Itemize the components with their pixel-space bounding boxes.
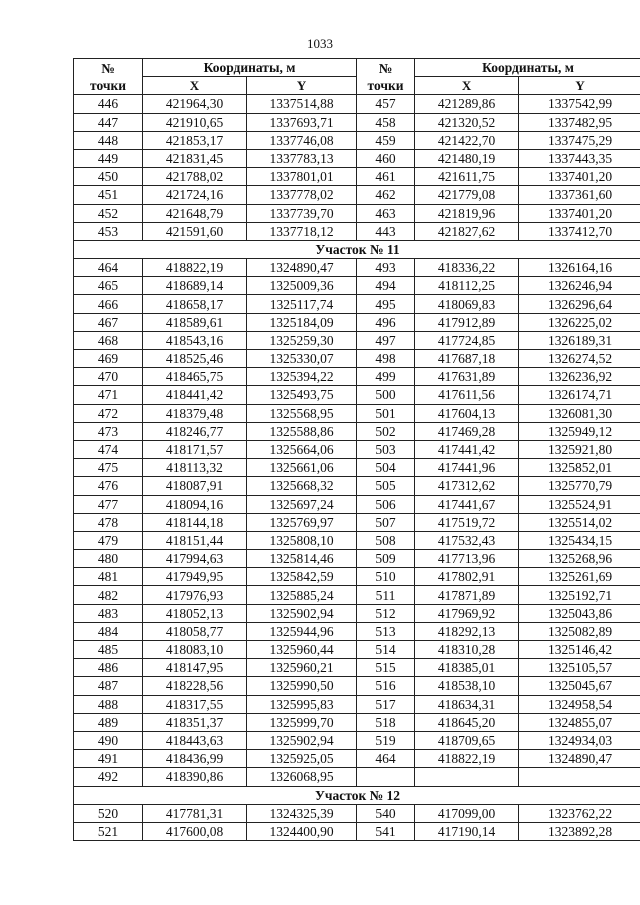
x-coordinate-cell: 418385,01 bbox=[415, 659, 519, 677]
point-number-cell: 483 bbox=[74, 604, 143, 622]
point-number-cell: 482 bbox=[74, 586, 143, 604]
y-coordinate-cell: 1325117,74 bbox=[247, 295, 357, 313]
x-coordinate-cell: 417912,89 bbox=[415, 313, 519, 331]
y-coordinate-cell: 1324958,54 bbox=[519, 695, 640, 713]
point-number-cell: 471 bbox=[74, 386, 143, 404]
point-number-cell: 453 bbox=[74, 222, 143, 240]
y-coordinate-cell: 1323892,28 bbox=[519, 822, 640, 840]
point-number-cell: 461 bbox=[357, 168, 415, 186]
x-coordinate-cell: 417441,67 bbox=[415, 495, 519, 513]
point-number-cell: 507 bbox=[357, 513, 415, 531]
x-coordinate-cell: 417469,28 bbox=[415, 422, 519, 440]
x-coordinate-cell: 421788,02 bbox=[143, 168, 247, 186]
header-y-left: Y bbox=[247, 77, 357, 95]
header-x-right: X bbox=[415, 77, 519, 95]
y-coordinate-cell: 1337739,70 bbox=[247, 204, 357, 222]
section-title: Участок № 11 bbox=[74, 240, 640, 258]
y-coordinate-cell: 1325259,30 bbox=[247, 331, 357, 349]
header-point-label: точки bbox=[367, 77, 404, 93]
y-coordinate-cell: 1323762,22 bbox=[519, 804, 640, 822]
y-coordinate-cell: 1325808,10 bbox=[247, 531, 357, 549]
point-number-cell: 488 bbox=[74, 695, 143, 713]
y-coordinate-cell: 1326189,31 bbox=[519, 331, 640, 349]
x-coordinate-cell: 421289,86 bbox=[415, 95, 519, 113]
y-coordinate-cell: 1326296,64 bbox=[519, 295, 640, 313]
x-coordinate-cell: 417713,96 bbox=[415, 550, 519, 568]
x-coordinate-cell: 418147,95 bbox=[143, 659, 247, 677]
point-number-cell: 485 bbox=[74, 641, 143, 659]
x-coordinate-cell: 421819,96 bbox=[415, 204, 519, 222]
x-coordinate-cell: 421779,08 bbox=[415, 186, 519, 204]
table-row bbox=[74, 386, 640, 404]
point-number-cell: 491 bbox=[74, 750, 143, 768]
x-coordinate-cell: 421648,79 bbox=[143, 204, 247, 222]
y-coordinate-cell: 1325814,46 bbox=[247, 550, 357, 568]
x-coordinate-cell: 418228,56 bbox=[143, 677, 247, 695]
coordinates-table bbox=[73, 58, 640, 841]
point-number-cell: 476 bbox=[74, 477, 143, 495]
x-coordinate-cell: 418083,10 bbox=[143, 641, 247, 659]
x-coordinate-cell: 417994,63 bbox=[143, 550, 247, 568]
x-coordinate-cell: 421827,62 bbox=[415, 222, 519, 240]
x-coordinate-cell: 418645,20 bbox=[415, 713, 519, 731]
x-coordinate-cell: 418689,14 bbox=[143, 277, 247, 295]
point-number-cell: 443 bbox=[357, 222, 415, 240]
y-coordinate-cell: 1325885,24 bbox=[247, 586, 357, 604]
point-number-cell: 512 bbox=[357, 604, 415, 622]
x-coordinate-cell: 418538,10 bbox=[415, 677, 519, 695]
table-row bbox=[74, 368, 640, 386]
y-coordinate-cell: 1325661,06 bbox=[247, 459, 357, 477]
point-number-cell: 452 bbox=[74, 204, 143, 222]
point-number-cell: 493 bbox=[357, 259, 415, 277]
x-coordinate-cell: 417190,14 bbox=[415, 822, 519, 840]
point-number-cell: 510 bbox=[357, 568, 415, 586]
x-coordinate-cell: 418058,77 bbox=[143, 622, 247, 640]
x-coordinate-cell: 417532,43 bbox=[415, 531, 519, 549]
y-coordinate-cell: 1325697,24 bbox=[247, 495, 357, 513]
header-no-symbol: № bbox=[378, 60, 393, 76]
point-number-cell: 520 bbox=[74, 804, 143, 822]
x-coordinate-cell: 421853,17 bbox=[143, 131, 247, 149]
header-coordinates-left: Координаты, м bbox=[143, 59, 357, 77]
point-number-cell: 466 bbox=[74, 295, 143, 313]
header-y-right: Y bbox=[519, 77, 640, 95]
x-coordinate-cell: 417312,62 bbox=[415, 477, 519, 495]
table-row bbox=[74, 622, 640, 640]
table-row bbox=[74, 149, 640, 167]
table-row bbox=[74, 713, 640, 731]
x-coordinate-cell: 421591,60 bbox=[143, 222, 247, 240]
point-number-cell: 486 bbox=[74, 659, 143, 677]
x-coordinate-cell: 418246,77 bbox=[143, 422, 247, 440]
header-point-label: точки bbox=[89, 77, 127, 93]
y-coordinate-cell: 1326225,02 bbox=[519, 313, 640, 331]
x-coordinate-cell: 418822,19 bbox=[143, 259, 247, 277]
point-number-cell: 521 bbox=[74, 822, 143, 840]
table-row bbox=[74, 804, 640, 822]
x-coordinate-cell: 417519,72 bbox=[415, 513, 519, 531]
y-coordinate-cell: 1337412,70 bbox=[519, 222, 640, 240]
x-coordinate-cell: 418658,17 bbox=[143, 295, 247, 313]
x-coordinate-cell: 418822,19 bbox=[415, 750, 519, 768]
point-number-cell: 459 bbox=[357, 131, 415, 149]
table-row bbox=[74, 350, 640, 368]
y-coordinate-cell: 1326068,95 bbox=[247, 768, 357, 786]
y-coordinate-cell: 1324325,39 bbox=[247, 804, 357, 822]
y-coordinate-cell: 1326174,71 bbox=[519, 386, 640, 404]
table-row bbox=[74, 295, 640, 313]
y-coordinate-cell: 1337542,99 bbox=[519, 95, 640, 113]
x-coordinate-cell: 417969,92 bbox=[415, 604, 519, 622]
point-number-cell: 446 bbox=[74, 95, 143, 113]
x-coordinate-cell: 417781,31 bbox=[143, 804, 247, 822]
y-coordinate-cell: 1325045,67 bbox=[519, 677, 640, 695]
x-coordinate-cell: 417441,96 bbox=[415, 459, 519, 477]
point-number-cell: 511 bbox=[357, 586, 415, 604]
y-coordinate-cell: 1325568,95 bbox=[247, 404, 357, 422]
x-coordinate-cell: 418112,25 bbox=[415, 277, 519, 295]
x-coordinate-cell: 418052,13 bbox=[143, 604, 247, 622]
y-coordinate-cell: 1325668,32 bbox=[247, 477, 357, 495]
point-number-cell: 516 bbox=[357, 677, 415, 695]
point-number-cell: 462 bbox=[357, 186, 415, 204]
y-coordinate-cell: 1337401,20 bbox=[519, 204, 640, 222]
y-coordinate-cell: 1325493,75 bbox=[247, 386, 357, 404]
x-coordinate-cell: 418069,83 bbox=[415, 295, 519, 313]
point-number-cell: 457 bbox=[357, 95, 415, 113]
point-number-cell: 487 bbox=[74, 677, 143, 695]
point-number-cell: 477 bbox=[74, 495, 143, 513]
table-row bbox=[74, 568, 640, 586]
point-number-cell: 484 bbox=[74, 622, 143, 640]
y-coordinate-cell: 1337475,29 bbox=[519, 131, 640, 149]
header-coordinates-right: Координаты, м bbox=[415, 59, 640, 77]
point-number-cell: 500 bbox=[357, 386, 415, 404]
table-row bbox=[74, 313, 640, 331]
point-number-cell: 475 bbox=[74, 459, 143, 477]
point-number-cell: 472 bbox=[74, 404, 143, 422]
y-coordinate-cell: 1326236,92 bbox=[519, 368, 640, 386]
point-number-cell: 451 bbox=[74, 186, 143, 204]
point-number-cell: 470 bbox=[74, 368, 143, 386]
y-coordinate-cell: 1325664,06 bbox=[247, 440, 357, 458]
y-coordinate-cell: 1325999,70 bbox=[247, 713, 357, 731]
point-number-cell: 501 bbox=[357, 404, 415, 422]
header-point-number-left bbox=[74, 59, 143, 95]
y-coordinate-cell: 1325921,80 bbox=[519, 440, 640, 458]
table-row bbox=[74, 422, 640, 440]
y-coordinate-cell: 1324400,90 bbox=[247, 822, 357, 840]
x-coordinate-cell: 418151,44 bbox=[143, 531, 247, 549]
page-number: 1033 bbox=[307, 36, 333, 51]
y-coordinate-cell: 1337778,02 bbox=[247, 186, 357, 204]
x-coordinate-cell: 417604,13 bbox=[415, 404, 519, 422]
table-row bbox=[74, 477, 640, 495]
table-row bbox=[74, 513, 640, 531]
section-header-row bbox=[74, 786, 640, 804]
point-number-cell: 460 bbox=[357, 149, 415, 167]
y-coordinate-cell: 1337514,88 bbox=[247, 95, 357, 113]
x-coordinate-cell: 418436,99 bbox=[143, 750, 247, 768]
y-coordinate-cell: 1326164,16 bbox=[519, 259, 640, 277]
y-coordinate-cell: 1337361,60 bbox=[519, 186, 640, 204]
x-coordinate-cell: 417600,08 bbox=[143, 822, 247, 840]
x-coordinate-cell: 418171,57 bbox=[143, 440, 247, 458]
x-coordinate-cell: 418525,46 bbox=[143, 350, 247, 368]
point-number-cell bbox=[357, 768, 415, 786]
y-coordinate-cell: 1325960,21 bbox=[247, 659, 357, 677]
point-number-cell: 478 bbox=[74, 513, 143, 531]
y-coordinate-cell: 1337746,08 bbox=[247, 131, 357, 149]
table-row bbox=[74, 750, 640, 768]
point-number-cell: 504 bbox=[357, 459, 415, 477]
x-coordinate-cell bbox=[415, 768, 519, 786]
point-number-cell: 519 bbox=[357, 731, 415, 749]
point-number-cell: 502 bbox=[357, 422, 415, 440]
x-coordinate-cell: 418443,63 bbox=[143, 731, 247, 749]
x-coordinate-cell: 418317,55 bbox=[143, 695, 247, 713]
point-number-cell: 497 bbox=[357, 331, 415, 349]
y-coordinate-cell: 1325902,94 bbox=[247, 731, 357, 749]
x-coordinate-cell: 417802,91 bbox=[415, 568, 519, 586]
point-number-cell: 464 bbox=[357, 750, 415, 768]
x-coordinate-cell: 418144,18 bbox=[143, 513, 247, 531]
table-row bbox=[74, 131, 640, 149]
point-number-cell: 506 bbox=[357, 495, 415, 513]
y-coordinate-cell: 1324855,07 bbox=[519, 713, 640, 731]
y-coordinate-cell: 1337718,12 bbox=[247, 222, 357, 240]
point-number-cell: 467 bbox=[74, 313, 143, 331]
table-row bbox=[74, 586, 640, 604]
point-number-cell: 479 bbox=[74, 531, 143, 549]
x-coordinate-cell: 418634,31 bbox=[415, 695, 519, 713]
x-coordinate-cell: 418465,75 bbox=[143, 368, 247, 386]
point-number-cell: 498 bbox=[357, 350, 415, 368]
point-number-cell: 513 bbox=[357, 622, 415, 640]
x-coordinate-cell: 417949,95 bbox=[143, 568, 247, 586]
header-no-symbol: № bbox=[101, 60, 115, 76]
y-coordinate-cell: 1325524,91 bbox=[519, 495, 640, 513]
point-number-cell: 517 bbox=[357, 695, 415, 713]
x-coordinate-cell: 417687,18 bbox=[415, 350, 519, 368]
x-coordinate-cell: 418094,16 bbox=[143, 495, 247, 513]
y-coordinate-cell: 1337783,13 bbox=[247, 149, 357, 167]
table-body bbox=[74, 95, 640, 841]
x-coordinate-cell: 418379,48 bbox=[143, 404, 247, 422]
point-number-cell: 481 bbox=[74, 568, 143, 586]
point-number-cell: 473 bbox=[74, 422, 143, 440]
section-title: Участок № 12 bbox=[74, 786, 640, 804]
table-row bbox=[74, 677, 640, 695]
point-number-cell: 490 bbox=[74, 731, 143, 749]
table-row bbox=[74, 95, 640, 113]
x-coordinate-cell: 417099,00 bbox=[415, 804, 519, 822]
y-coordinate-cell: 1325949,12 bbox=[519, 422, 640, 440]
table-row bbox=[74, 204, 640, 222]
y-coordinate-cell: 1325268,96 bbox=[519, 550, 640, 568]
y-coordinate-cell: 1325588,86 bbox=[247, 422, 357, 440]
table-row bbox=[74, 695, 640, 713]
y-coordinate-cell: 1325514,02 bbox=[519, 513, 640, 531]
point-number-cell: 450 bbox=[74, 168, 143, 186]
x-coordinate-cell: 418543,16 bbox=[143, 331, 247, 349]
point-number-cell: 495 bbox=[357, 295, 415, 313]
table-row bbox=[74, 277, 640, 295]
point-number-cell: 449 bbox=[74, 149, 143, 167]
y-coordinate-cell: 1324890,47 bbox=[519, 750, 640, 768]
x-coordinate-cell: 418441,42 bbox=[143, 386, 247, 404]
table-row bbox=[74, 331, 640, 349]
header-x-left: X bbox=[143, 77, 247, 95]
point-number-cell: 540 bbox=[357, 804, 415, 822]
table-row bbox=[74, 168, 640, 186]
y-coordinate-cell: 1326246,94 bbox=[519, 277, 640, 295]
y-coordinate-cell: 1337693,71 bbox=[247, 113, 357, 131]
point-number-cell: 474 bbox=[74, 440, 143, 458]
point-number-cell: 492 bbox=[74, 768, 143, 786]
x-coordinate-cell: 421910,65 bbox=[143, 113, 247, 131]
point-number-cell: 463 bbox=[357, 204, 415, 222]
point-number-cell: 448 bbox=[74, 131, 143, 149]
x-coordinate-cell: 421422,70 bbox=[415, 131, 519, 149]
point-number-cell: 465 bbox=[74, 277, 143, 295]
table-row bbox=[74, 186, 640, 204]
y-coordinate-cell: 1337443,35 bbox=[519, 149, 640, 167]
x-coordinate-cell: 418087,91 bbox=[143, 477, 247, 495]
x-coordinate-cell: 418292,13 bbox=[415, 622, 519, 640]
section-header-row bbox=[74, 240, 640, 258]
table-row bbox=[74, 222, 640, 240]
x-coordinate-cell: 421724,16 bbox=[143, 186, 247, 204]
x-coordinate-cell: 421831,45 bbox=[143, 149, 247, 167]
x-coordinate-cell: 417631,89 bbox=[415, 368, 519, 386]
y-coordinate-cell: 1337482,95 bbox=[519, 113, 640, 131]
x-coordinate-cell: 417724,85 bbox=[415, 331, 519, 349]
point-number-cell: 469 bbox=[74, 350, 143, 368]
y-coordinate-cell: 1325434,15 bbox=[519, 531, 640, 549]
y-coordinate-cell: 1325192,71 bbox=[519, 586, 640, 604]
x-coordinate-cell: 418336,22 bbox=[415, 259, 519, 277]
y-coordinate-cell: 1325769,97 bbox=[247, 513, 357, 531]
y-coordinate-cell: 1324934,03 bbox=[519, 731, 640, 749]
y-coordinate-cell: 1325082,89 bbox=[519, 622, 640, 640]
table-row bbox=[74, 550, 640, 568]
x-coordinate-cell: 421320,52 bbox=[415, 113, 519, 131]
table-row bbox=[74, 641, 640, 659]
point-number-cell: 508 bbox=[357, 531, 415, 549]
y-coordinate-cell: 1325184,09 bbox=[247, 313, 357, 331]
point-number-cell: 458 bbox=[357, 113, 415, 131]
y-coordinate-cell: 1325944,96 bbox=[247, 622, 357, 640]
x-coordinate-cell: 417871,89 bbox=[415, 586, 519, 604]
x-coordinate-cell: 418310,28 bbox=[415, 641, 519, 659]
x-coordinate-cell: 418351,37 bbox=[143, 713, 247, 731]
point-number-cell: 494 bbox=[357, 277, 415, 295]
point-number-cell: 499 bbox=[357, 368, 415, 386]
y-coordinate-cell: 1325394,22 bbox=[247, 368, 357, 386]
table-row bbox=[74, 659, 640, 677]
y-coordinate-cell: 1325105,57 bbox=[519, 659, 640, 677]
header-point-number-right bbox=[357, 59, 415, 95]
point-number-cell: 514 bbox=[357, 641, 415, 659]
point-number-cell: 518 bbox=[357, 713, 415, 731]
table-row bbox=[74, 768, 640, 786]
y-coordinate-cell: 1325009,36 bbox=[247, 277, 357, 295]
point-number-cell: 505 bbox=[357, 477, 415, 495]
y-coordinate-cell: 1337801,01 bbox=[247, 168, 357, 186]
y-coordinate-cell: 1324890,47 bbox=[247, 259, 357, 277]
y-coordinate-cell: 1325146,42 bbox=[519, 641, 640, 659]
table-row bbox=[74, 731, 640, 749]
y-coordinate-cell: 1325990,50 bbox=[247, 677, 357, 695]
point-number-cell: 480 bbox=[74, 550, 143, 568]
point-number-cell: 515 bbox=[357, 659, 415, 677]
table-row bbox=[74, 459, 640, 477]
y-coordinate-cell: 1325902,94 bbox=[247, 604, 357, 622]
header-row-top bbox=[74, 59, 640, 77]
y-coordinate-cell: 1325330,07 bbox=[247, 350, 357, 368]
x-coordinate-cell: 421480,19 bbox=[415, 149, 519, 167]
y-coordinate-cell: 1326274,52 bbox=[519, 350, 640, 368]
point-number-cell: 496 bbox=[357, 313, 415, 331]
y-coordinate-cell: 1325960,44 bbox=[247, 641, 357, 659]
table-row bbox=[74, 113, 640, 131]
point-number-cell: 468 bbox=[74, 331, 143, 349]
x-coordinate-cell: 417441,42 bbox=[415, 440, 519, 458]
x-coordinate-cell: 418113,32 bbox=[143, 459, 247, 477]
y-coordinate-cell: 1325043,86 bbox=[519, 604, 640, 622]
x-coordinate-cell: 421611,75 bbox=[415, 168, 519, 186]
x-coordinate-cell: 421964,30 bbox=[143, 95, 247, 113]
y-coordinate-cell: 1325842,59 bbox=[247, 568, 357, 586]
x-coordinate-cell: 417976,93 bbox=[143, 586, 247, 604]
x-coordinate-cell: 417611,56 bbox=[415, 386, 519, 404]
y-coordinate-cell: 1325995,83 bbox=[247, 695, 357, 713]
point-number-cell: 464 bbox=[74, 259, 143, 277]
y-coordinate-cell: 1325770,79 bbox=[519, 477, 640, 495]
point-number-cell: 447 bbox=[74, 113, 143, 131]
y-coordinate-cell bbox=[519, 768, 640, 786]
table-row bbox=[74, 531, 640, 549]
y-coordinate-cell: 1326081,30 bbox=[519, 404, 640, 422]
y-coordinate-cell: 1325261,69 bbox=[519, 568, 640, 586]
point-number-cell: 489 bbox=[74, 713, 143, 731]
table-row bbox=[74, 604, 640, 622]
x-coordinate-cell: 418589,61 bbox=[143, 313, 247, 331]
y-coordinate-cell: 1325925,05 bbox=[247, 750, 357, 768]
point-number-cell: 541 bbox=[357, 822, 415, 840]
point-number-cell: 509 bbox=[357, 550, 415, 568]
y-coordinate-cell: 1325852,01 bbox=[519, 459, 640, 477]
y-coordinate-cell: 1337401,20 bbox=[519, 168, 640, 186]
table-row bbox=[74, 495, 640, 513]
table-row bbox=[74, 440, 640, 458]
x-coordinate-cell: 418390,86 bbox=[143, 768, 247, 786]
table-row bbox=[74, 822, 640, 840]
table-row bbox=[74, 259, 640, 277]
point-number-cell: 503 bbox=[357, 440, 415, 458]
table-row bbox=[74, 404, 640, 422]
x-coordinate-cell: 418709,65 bbox=[415, 731, 519, 749]
